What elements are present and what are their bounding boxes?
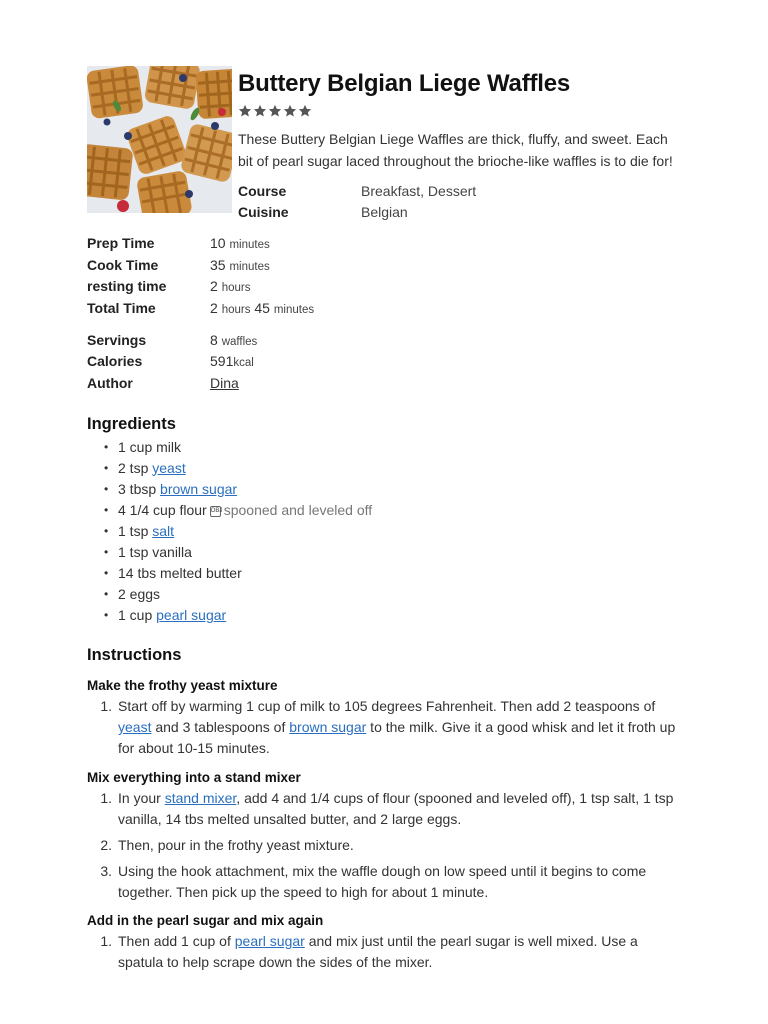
step-text-segment: Then, pour in the frothy yeast mixture. [118,837,354,853]
ingredient-amount: 2 eggs [118,586,161,603]
time-label: Cook Time [87,256,159,273]
ingredient-text [118,565,242,581]
instruction-step [87,696,687,759]
bullet-icon: • [104,523,109,538]
instruction-step [87,788,687,830]
ingredient-amount: 1 tsp [118,522,153,539]
instruction-section [87,768,687,908]
star-rating[interactable] [238,104,312,118]
time-unit: minutes [273,303,315,316]
ingredients-list [87,436,372,626]
bullet-icon: • [104,587,109,602]
time-row [87,232,314,254]
steps-list [87,931,687,973]
step-text-segment: Using the hook attachment, mix the waffle dough on low speed until it begins to come together. Then pick up the speed to high for about 1 minute. [118,863,647,900]
ingredient-amount: 4 1/4 cup flour [118,501,207,518]
step-text-segment: and mix just until the pearl sugar is well mixed. Use a spatula to help scrape down the sides of the mixer. [118,933,638,970]
recipe-photo [87,66,232,213]
bullet-icon: • [104,481,109,496]
ingredient-item [87,541,372,562]
author-link[interactable]: Dina [210,374,239,391]
step-number: 3. [100,863,112,879]
ingredient-text [118,460,186,476]
ingredient-text [118,607,226,623]
step-text-segment: , add 4 and 1/4 cups of flour (spooned and leveled off), 1 tsp salt, 1 tsp vanilla, 14 tbs melted unsalted butter, and 2 large eggs. [118,790,674,827]
meta-value: Breakfast, Dessert [361,183,477,199]
time-label: Prep Time [87,234,155,251]
calories-label: Calories [87,353,143,370]
step-text [118,861,678,903]
step-text [118,788,678,830]
step-text [118,696,678,759]
instruction-step [87,861,687,903]
ingredient-item [87,457,372,478]
step-number: 1. [100,790,112,806]
calories-unit: kcal [233,357,254,370]
ingredient-amount: 1 tsp vanilla [118,544,192,561]
step-link[interactable]: yeast [118,719,152,735]
waffles-photo-illustration [87,66,232,213]
time-number: 45 [254,299,270,316]
object-placeholder-icon: OBJ [210,506,221,517]
time-number: 35 [210,256,226,273]
star-icon[interactable] [283,104,297,118]
ingredient-item [87,499,372,520]
star-icon[interactable] [238,104,252,118]
ingredient-item [87,563,372,584]
instructions-heading: Instructions [87,646,182,664]
recipe-times [87,232,314,394]
time-value [210,300,314,316]
ingredient-note: spooned and leveled off [223,501,373,518]
step-number: 2. [100,837,112,853]
time-unit: hours [221,282,251,295]
instruction-section [87,911,687,978]
ingredient-amount: 2 tsp [118,459,153,476]
meta-value: Belgian [361,204,408,220]
author-label: Author [87,374,133,391]
step-text-segment: Start off by warming 1 cup of milk to 105 degrees Fahrenheit. Then add 2 teaspoons of [118,698,656,714]
bullet-icon: • [104,502,109,517]
bullet-icon: • [104,460,109,475]
time-number: 10 [210,234,226,251]
step-number: 1. [100,698,112,714]
ingredient-amount: 1 cup [118,607,157,624]
ingredient-text [118,586,160,602]
steps-list [87,696,687,759]
step-text-segment: and 3 tablespoons of [151,719,290,735]
time-value [210,235,270,251]
step-text-segment: In your [118,790,165,806]
calories-row [87,350,314,372]
section-title: Add in the pearl sugar and mix again [87,913,324,928]
section-title: Mix everything into a stand mixer [87,770,301,785]
ingredient-link[interactable]: brown sugar [160,480,238,497]
instruction-section [87,676,687,764]
servings-value: 8 [210,331,218,348]
ingredient-item [87,436,372,457]
step-link[interactable]: brown sugar [289,719,367,735]
step-link[interactable]: stand mixer [164,790,237,806]
author-row [87,372,314,394]
bullet-icon: • [104,608,109,623]
step-link[interactable]: pearl sugar [234,933,305,949]
time-unit: minutes [229,238,270,251]
star-icon[interactable] [298,104,312,118]
time-row [87,297,314,319]
meta-row-course [238,181,476,202]
step-text [118,931,678,973]
ingredient-text [118,523,174,539]
servings-row [87,329,314,351]
meta-label: Course [238,183,287,199]
ingredient-item [87,584,372,605]
instruction-step [87,931,687,973]
bullet-icon: • [104,566,109,581]
bullet-icon: • [104,545,109,560]
ingredient-item [87,478,372,499]
bullet-icon: • [104,439,109,454]
steps-list [87,788,687,903]
ingredient-amount: 1 cup milk [118,438,182,455]
time-unit: minutes [229,260,270,273]
time-unit: hours [221,303,251,316]
ingredient-link[interactable]: yeast [152,459,186,476]
ingredient-amount: 14 tbs melted butter [118,565,242,582]
ingredient-amount: 3 tbsp [118,480,161,497]
calories-value: 591 [210,353,234,370]
ingredient-text [118,439,181,455]
star-icon[interactable] [268,104,282,118]
time-label: Total Time [87,299,156,316]
time-value [210,278,250,294]
time-number: 2 [210,299,218,316]
time-number: 2 [210,278,218,295]
ingredient-item [87,520,372,541]
recipe-summary: These Buttery Belgian Liege Waffles are thick, fluffy, and sweet. Each bit of pearl sugar laced throughout the brioche-like waffles is to die for! [238,131,673,169]
meta-row-cuisine [238,202,476,223]
section-title: Make the frothy yeast mixture [87,678,278,693]
instruction-step [87,835,687,856]
recipe-meta [238,181,476,223]
ingredient-link[interactable]: salt [152,522,175,539]
time-value [210,257,270,273]
time-row [87,254,314,276]
servings-label: Servings [87,331,147,348]
step-text [118,835,678,856]
servings-unit: waffles [221,335,258,348]
step-text-segment: to the milk. Give it a good whisk and let it froth up for about 10-15 minutes. [118,719,676,756]
ingredients-heading: Ingredients [87,415,176,433]
recipe-title: Buttery Belgian Liege Waffles [238,70,571,97]
ingredient-item [87,605,372,626]
ingredient-text [118,544,192,560]
meta-label: Cuisine [238,204,289,220]
step-number: 1. [100,933,112,949]
ingredient-text [118,502,372,518]
ingredient-link[interactable]: pearl sugar [156,607,227,624]
star-icon[interactable] [253,104,267,118]
time-row [87,275,314,297]
step-text-segment: Then add 1 cup of [118,933,235,949]
ingredient-text [118,481,237,497]
time-label: resting time [87,278,167,295]
